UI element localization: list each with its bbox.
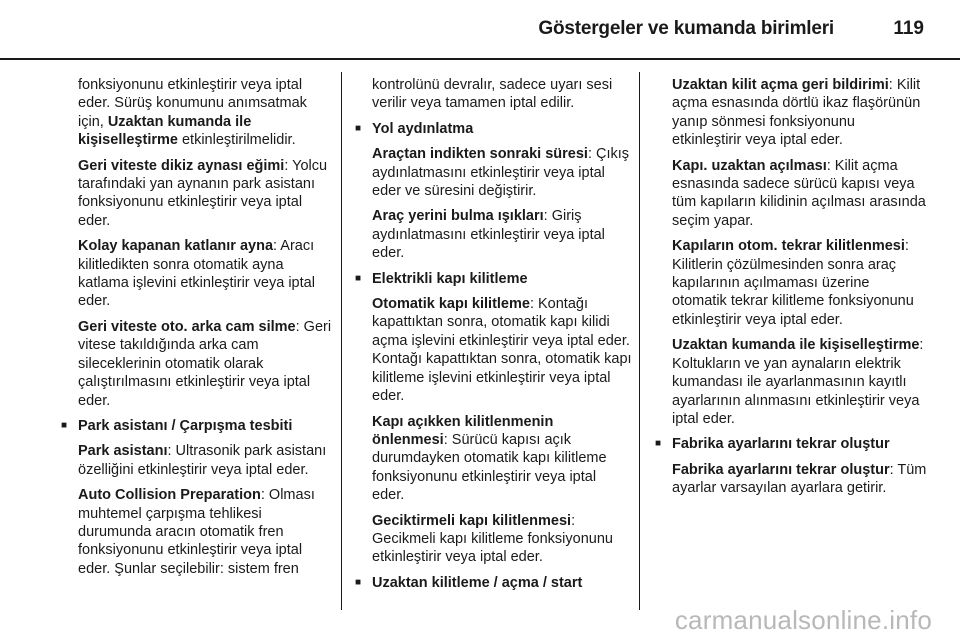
- paragraph-collision-continued: kontrolünü devralır, sadece uyarı sesi verilir veya tamamen iptal edilir.: [372, 77, 613, 112]
- watermark-text: carmanualsonline.info: [674, 605, 932, 635]
- paragraph-delayed-lock: Geciktirmeli kapı kilitlenmesi: Gecikmeli kapı kilitleme fonksiyonunu etkinleştirir veya iptal eder.: [372, 512, 613, 566]
- column-3: [656, 76, 928, 505]
- paragraph-auto-relock: Kapıların otom. tekrar kilitlenmesi: Kilitlerin çözülmesinden sonra araç kapılarının açılmaması üzerine otomatik tekrar kilitleme fonksiyonunu etkinleştirir veya iptal eder.: [672, 238, 914, 328]
- section-title: Göstergeler ve kumanda birimleri: [538, 18, 834, 39]
- paragraph-auto-collision: Auto Collision Preparation: Olması muhtemel çarpışma tehlikesi durumunda aracın otomatik fren fonksiyonunu etkinleştirir veya iptal eder. Şunlar seçilebilir: sistem fren: [78, 487, 315, 577]
- paragraph-remote-personalization: Uzaktan kumanda ile kişiselleştirme: Koltukların ve yan aynaların elektrik kumandası ile ayarlanmasının kayıtlı ayarlarının alınmasını etkinleştirir veya iptal eder.: [672, 337, 924, 427]
- paragraph-open-door-antilock: Kapı açıkken kilitlenmenin önlenmesi: Sürücü kapısı açık durumdayken otomatik kapı kilitleme fonksiyonunu etkinleştirir veya iptal eder.: [372, 413, 607, 504]
- bullet-heading-factory-reset: ■ Fabrika ayarlarını tekrar oluştur: [656, 435, 928, 453]
- paragraph-remote-door-unlock: Kapı. uzaktan açılması: Kilit açma esnasında sadece sürücü kapısı veya tüm kapıların kilidinin açılması arasında seçim yapar.: [672, 157, 926, 229]
- column-2: [356, 76, 632, 599]
- paragraph-auto-door-lock: Otomatik kapı kilitleme: Kontağı kapattıktan sonra, otomatik kapı kilidi açma işlevini etkinleştirir veya iptal eder. Kontağı kapattıktan sonra, otomatik kapı kilitleme işlevini etkinleştirir veya iptal eder.: [372, 296, 632, 405]
- bullet-heading-road-lighting: ■ Yol aydınlatma: [356, 120, 632, 138]
- column-divider-2: [639, 72, 640, 610]
- paragraph-exit-lighting: Araçtan indikten sonraki süresi: Çıkış aydınlatmasını etkinleştirir veya iptal eder ve süresini değiştirir.: [372, 146, 630, 200]
- column-1: [62, 76, 334, 585]
- bullet-heading-park-assist: ■ Park asistanı / Çarpışma tesbiti: [62, 417, 334, 435]
- header-rule: [0, 58, 960, 60]
- bullet-heading-remote-lock: ■ Uzaktan kilitleme / açma / start: [356, 574, 632, 592]
- page-number: 119: [893, 18, 924, 39]
- paragraph-factory-reset: Fabrika ayarlarını tekrar oluştur: Tüm ayarlar varsayılan ayarlara getirir.: [672, 461, 927, 497]
- paragraph-reverse-mirror-tilt: Geri viteste dikiz aynası eğimi: Yolcu tarafındaki yan aynanın park asistanı fonksiyonunu etkinleştirir veya iptal eder.: [78, 157, 328, 229]
- paragraph-reverse-rear-wiper: Geri viteste oto. arka cam silme: Geri vitese takıldığında arka cam sileceklerinin otomatik olarak çalıştırılmasını etkinleştirir veya iptal eder.: [78, 318, 332, 409]
- bullet-heading-power-locks: ■ Elektrikli kapı kilitleme: [356, 270, 632, 288]
- paragraph-unlock-feedback: Uzaktan kilit açma geri bildirimi: Kilit açma esnasında dörtlü ikaz flaşörünün yanıp sönmesi fonksiyonunu etkinleştirir veya iptal eder.: [672, 77, 921, 149]
- paragraph-park-assist: Park asistanı: Ultrasonik park asistanı özelliğini etkinleştirir veya iptal eder.: [78, 443, 327, 478]
- paragraph-easy-fold-mirror: Kolay kapanan katlanır ayna: Aracı kilitledikten sonra otomatik ayna katlama işlevini etkinleştirir veya iptal eder.: [78, 238, 315, 310]
- paragraph-locator-lights: Araç yerini bulma ışıkları: Giriş aydınlatmasını etkinleştirir veya iptal eder.: [372, 208, 605, 262]
- paragraph-mirror-reminder: fonksiyonunu etkinleştirir veya iptal eder. Sürüş konumunu anımsatmak için, Uzaktan kumanda ile kişiselleştirme etkinleştirilmelidir.: [78, 77, 307, 149]
- column-divider-1: [341, 72, 342, 610]
